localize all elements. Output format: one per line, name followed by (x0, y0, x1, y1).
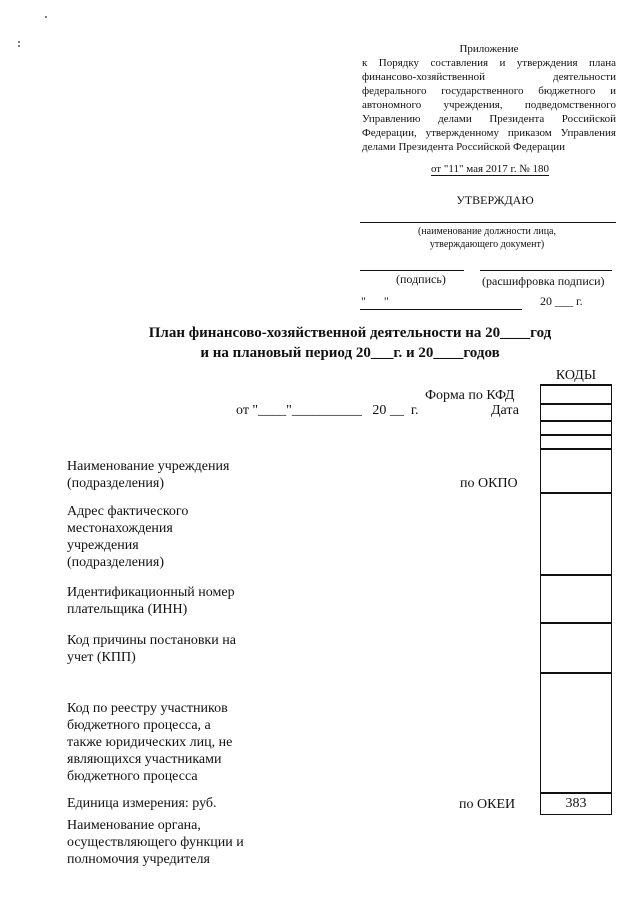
code-blank[interactable] (540, 435, 612, 449)
scan-speck (45, 16, 47, 18)
registry-code-label: Код по реестру участников бюджетного процесса, а также юридических лиц, не являющихся участниками бюджетного процесса (67, 701, 233, 784)
plan-date-line: от "____"__________ 20 __ г. (236, 403, 419, 418)
signature-label: (подпись) (396, 272, 446, 286)
code-okei[interactable] (540, 793, 612, 815)
decoding-label: (расшифровка подписи) (482, 274, 605, 288)
okpo-label: по ОКПО (460, 476, 518, 491)
institution-name-label: Наименование учреждения (подразделения) (67, 459, 230, 491)
code-okpo[interactable] (540, 449, 612, 493)
date-label: Дата (491, 403, 519, 418)
appendix-title: Приложение (459, 43, 519, 55)
approval-date-line (360, 309, 522, 310)
approval-date-quotes: " " (361, 294, 389, 308)
form-kfd-label: Форма по КФД (425, 388, 515, 403)
appendix-block (362, 42, 616, 154)
inn-label: Идентификационный номер плательщика (ИНН) (67, 585, 235, 617)
code-address[interactable] (540, 493, 612, 575)
code-form-kfd[interactable] (540, 385, 612, 404)
scan-speck (18, 45, 20, 47)
position-line (360, 222, 616, 223)
appendix-text: к Порядку составления и утверждения плана финансово-хозяйственной деятельности федерального государственного бюджетного и автономного учреждения, подведомственного Управлению делами Президента Российской Федерации, утвержденному приказом Управления делами Президента Российской Федерации (362, 57, 616, 153)
code-date[interactable] (540, 404, 612, 421)
decoding-line (480, 270, 612, 271)
address-label: Адрес фактического местонахождения учреждения (подразделения) (67, 504, 189, 570)
code-date-extra[interactable] (540, 421, 612, 435)
plan-title-line2: и на плановый период 20___г. и 20____годов (200, 345, 500, 361)
unit-label: Единица измерения: руб. (67, 796, 217, 811)
okei-label: по ОКЕИ (459, 797, 516, 812)
code-kpp[interactable] (540, 623, 612, 673)
code-inn[interactable] (540, 575, 612, 623)
code-registry[interactable] (540, 673, 612, 793)
position-hint: (наименование должности лица, утверждающего документ) (417, 226, 556, 250)
plan-title (120, 323, 580, 363)
signature-line (360, 270, 464, 271)
founder-label: Наименование органа, осуществляющего функции и полномочия учредителя (67, 818, 244, 867)
approval-title: УТВЕРЖДАЮ (456, 193, 534, 207)
plan-title-line1: План финансово-хозяйственной деятельности на 20____год (148, 325, 552, 341)
okei-value: 383 (565, 796, 587, 811)
appendix-order: от "11" мая 2017 г. № 180 (430, 163, 550, 175)
scan-speck (18, 41, 20, 43)
codes-header: КОДЫ (540, 368, 612, 385)
approval-date-year: 20 ___ г. (540, 294, 583, 308)
kpp-label: Код причины постановки на учет (КПП) (67, 633, 236, 665)
